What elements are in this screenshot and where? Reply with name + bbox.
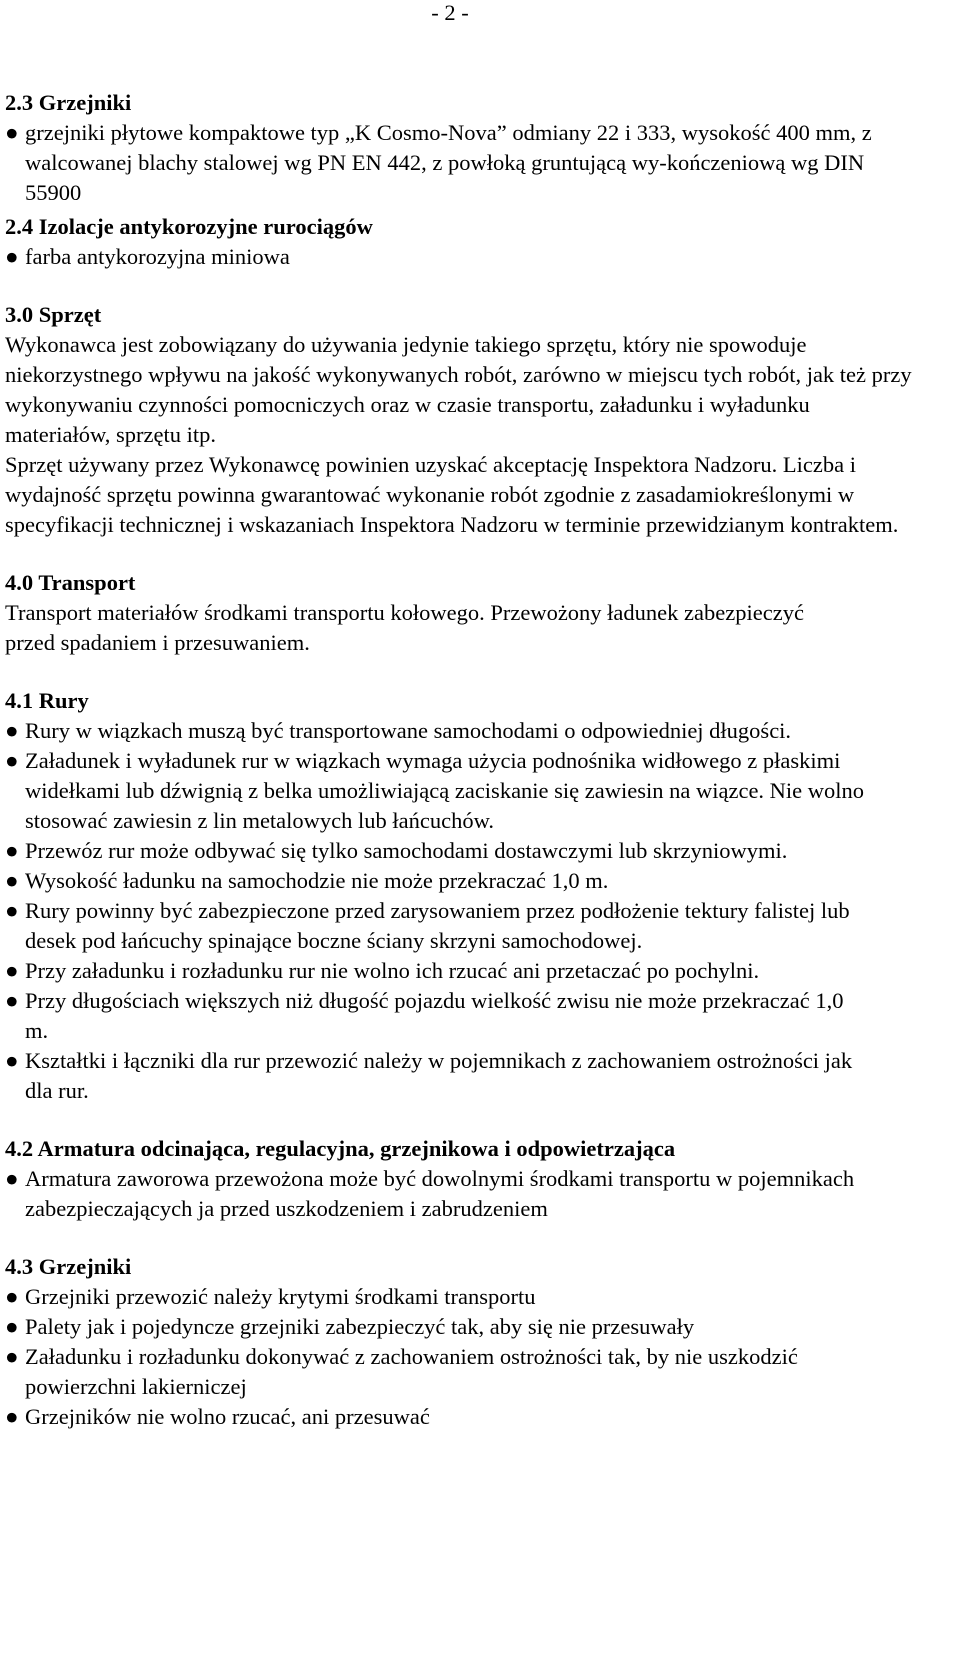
section-2-3: [5, 88, 915, 208]
bullet-icon: ●: [5, 120, 19, 145]
section-2-4: [5, 212, 915, 272]
section-heading: 4.0 Transport: [5, 570, 136, 595]
bullet-icon: ●: [5, 1166, 19, 1191]
section-4-1: [5, 686, 915, 1106]
paragraph: Sprzęt używany przez Wykonawcę powinien uzyskać akceptację Inspektora Nadzoru. Liczba i wydajność sprzętu powinna gwarantować wykonanie robót zgodnie z zasadamiokreślonymi w specyfikacji technicznej i wskazaniach Inspektora Nadzoru w terminie przewidzianym kontraktem.: [5, 452, 899, 537]
bullet-text: farba antykorozyjna miniowa: [25, 244, 290, 269]
bullet-text: Rury w wiązkach muszą być transportowane samochodami o odpowiedniej długości.: [25, 718, 792, 743]
section-4-2: [5, 1134, 915, 1224]
bullet-text: Palety jak i pojedyncze grzejniki zabezpieczyć tak, aby się nie przesuwały: [25, 1314, 695, 1339]
bullet-icon: ●: [5, 718, 19, 743]
bullet-item: [5, 1164, 885, 1224]
bullet-text: Grzejników nie wolno rzucać, ani przesuwać: [25, 1404, 430, 1429]
bullet-text: Przewóz rur może odbywać się tylko samochodami dostawczymi lub skrzyniowymi.: [25, 838, 788, 863]
section-heading: 4.1 Rury: [5, 688, 89, 713]
bullet-icon: ●: [5, 868, 19, 893]
section-heading: 2.4 Izolacje antykorozyjne rurociągów: [5, 214, 373, 239]
section-4-3: [5, 1252, 915, 1432]
section-heading: 4.2 Armatura odcinająca, regulacyjna, grzejnikowa i odpowietrzająca: [5, 1136, 676, 1161]
bullet-text: Załadunek i wyładunek rur w wiązkach wymaga użycia podnośnika widłowego z płaskimi widełkami lub dźwignią z belka umożliwiającą zaciskanie się zawiesin na wiązce. Nie wolno stosować zawiesin z lin metalowych lub łańcuchów.: [25, 748, 865, 833]
bullet-item: [5, 1342, 845, 1402]
bullet-icon: ●: [5, 1284, 19, 1309]
paragraph: Transport materiałów środkami transportu kołowego. Przewożony ładunek zabezpieczyć przed spadaniem i przesuwaniem.: [5, 600, 804, 655]
bullet-item: [5, 956, 915, 986]
bullet-text: Wysokość ładunku na samochodzie nie może przekraczać 1,0 m.: [25, 868, 609, 893]
paragraph: Wykonawca jest zobowiązany do używania jedynie takiego sprzętu, który nie spowoduje niekorzystnego wpływu na jakość wykonywanych robót, zarówno w miejscu tych robót, jak też przy wykonywaniu czynności pomocniczych oraz w czasie transportu, załadunku i wyładunku materiałów, sprzętu itp.: [5, 332, 912, 447]
bullet-text: Przy długościach większych niż długość pojazdu wielkość zwisu nie może przekraczać 1,0 m.: [25, 988, 844, 1043]
bullet-item: [5, 1046, 885, 1106]
bullet-icon: ●: [5, 1314, 19, 1339]
bullet-icon: ●: [5, 958, 19, 983]
bullet-item: [5, 986, 845, 1046]
bullet-item: [5, 716, 865, 746]
section-heading: 3.0 Sprzęt: [5, 302, 102, 327]
bullet-text: Kształtki i łączniki dla rur przewozić należy w pojemnikach z zachowaniem ostrożności jak dla rur.: [25, 1048, 853, 1103]
bullet-text: Przy załadunku i rozładunku rur nie wolno ich rzucać ani przetaczać po pochylni.: [25, 958, 760, 983]
bullet-icon: ●: [5, 988, 19, 1013]
section-3-0: [5, 300, 915, 540]
bullet-icon: ●: [5, 1344, 19, 1369]
document-body: [5, 88, 915, 1432]
section-heading: 2.3 Grzejniki: [5, 90, 132, 115]
bullet-item: [5, 1312, 915, 1342]
bullet-icon: ●: [5, 1048, 19, 1073]
bullet-icon: ●: [5, 244, 19, 269]
bullet-icon: ●: [5, 1404, 19, 1429]
bullet-item: [5, 242, 915, 272]
bullet-item: [5, 866, 915, 896]
bullet-text: Armatura zaworowa przewożona może być dowolnymi środkami transportu w pojemnikach zabezpieczających ja przed uszkodzeniem i zabrudzeniem: [25, 1166, 855, 1221]
bullet-item: [5, 836, 805, 866]
section-4-0: [5, 568, 915, 658]
page-number: - 2 -: [431, 0, 469, 25]
bullet-item: [5, 118, 905, 208]
bullet-text: grzejniki płytowe kompaktowe typ „K Cosmo-Nova” odmiany 22 i 333, wysokość 400 mm, z walcowanej blachy stalowej wg PN EN 442, z powłoką gruntującą wy-kończeniową wg DIN 55900: [25, 120, 872, 205]
bullet-icon: ●: [5, 898, 19, 923]
bullet-text: Rury powinny być zabezpieczone przed zarysowaniem przez podłożenie tektury falistej lub desek pod łańcuchy spinające boczne ściany skrzyni samochodowej.: [25, 898, 850, 953]
bullet-item: [5, 896, 905, 956]
bullet-item: [5, 1282, 915, 1312]
bullet-icon: ●: [5, 748, 19, 773]
bullet-text: Grzejniki przewozić należy krytymi środkami transportu: [25, 1284, 536, 1309]
bullet-icon: ●: [5, 838, 19, 863]
section-heading: 4.3 Grzejniki: [5, 1254, 132, 1279]
bullet-item: [5, 746, 915, 836]
bullet-item: [5, 1402, 915, 1432]
bullet-text: Załadunku i rozładunku dokonywać z zachowaniem ostrożności tak, by nie uszkodzić powierzchni lakierniczej: [25, 1344, 798, 1399]
